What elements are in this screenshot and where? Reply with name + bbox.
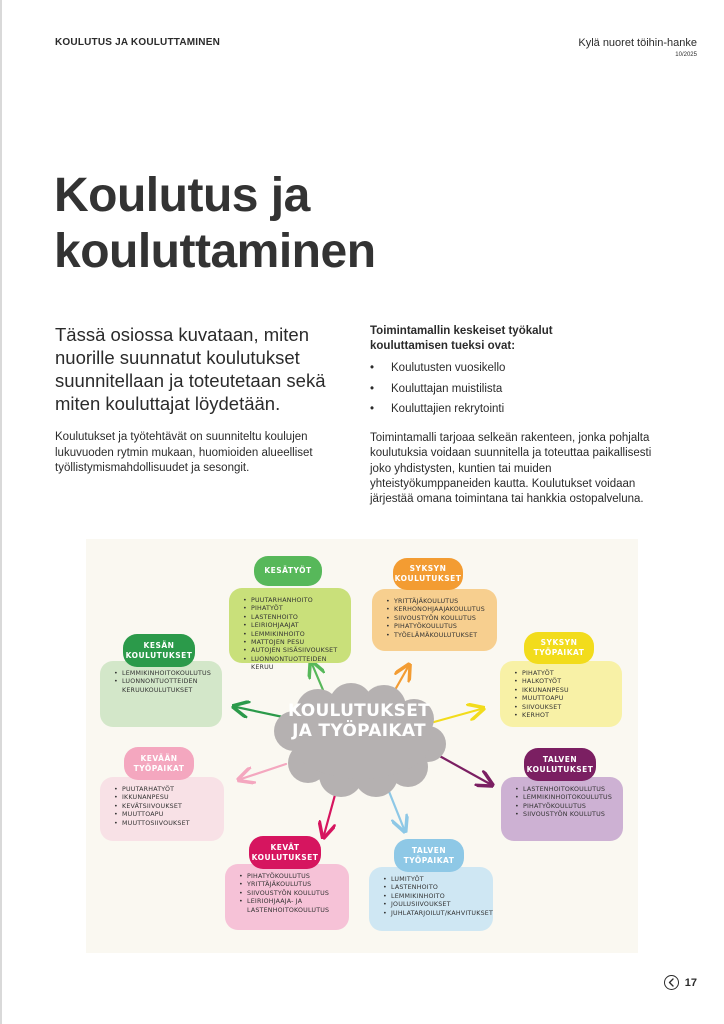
autumn-trainings-tag	[393, 558, 463, 590]
tag-label-line2: KOULUTUKSET	[526, 764, 594, 774]
trainings-jobs-infographic	[86, 539, 638, 953]
list-item: • LASTENHOITO	[383, 884, 483, 892]
infographic-arrows	[86, 539, 638, 953]
list-item: • MUUTTOAPU	[514, 695, 612, 703]
list-item: • TYÖELÄMÄKOULUTUKSET	[386, 632, 487, 640]
list-item: • MUUTTOSIIVOUKSET	[114, 820, 214, 828]
tag-label-line1: TALVEN	[542, 754, 578, 764]
list-item: • LEIRIOHJAAJA- JA LASTENHOITOKOULUTUS	[239, 898, 339, 915]
tools-heading	[370, 324, 630, 354]
list-item: • LEMMIKINHOITO	[243, 631, 341, 639]
tag-label-line2: TYÖPAIKAT	[403, 855, 455, 865]
list-item: • SIIVOUSTYÖN KOULUTUS	[386, 615, 487, 623]
center-label-line2: JA TYÖPAIKAT	[292, 721, 426, 741]
page-edge	[0, 0, 2, 1024]
list-item: • LEMMIKINHOITOKOULUTUS	[515, 794, 613, 802]
list-item: • LUONNONTUOTTEIDEN KERUU	[243, 656, 341, 673]
summer-jobs-box	[229, 588, 351, 672]
list-item: • LEMMIKINHOITO	[383, 893, 483, 901]
list-item: • SIIVOUKSET	[514, 704, 612, 712]
list-item: • LASTENHOITO	[243, 614, 341, 622]
tag-label-line2: KOULUTUKSET	[125, 650, 193, 660]
list-item: • AUTOJEN SISÄSIIVOUKSET	[243, 647, 341, 655]
list-item: • LEIRIOHJAAJAT	[243, 622, 341, 630]
summer-jobs-tag	[254, 556, 322, 586]
previous-page-button[interactable]	[664, 975, 679, 990]
list-item: • PIHATYÖT	[243, 605, 341, 613]
page-title-line1: Koulutus ja	[54, 169, 310, 222]
list-item: • HALKOTYÖT	[514, 678, 612, 686]
spring-trainings-tag	[249, 836, 321, 869]
list-item: • IKKUNANPESU	[114, 794, 214, 802]
tag-label-line2: KOULUTUKSET	[394, 574, 462, 583]
summer-trainings-tag	[123, 634, 195, 667]
tools-list-item: • Kouluttajien rekrytointi	[370, 402, 630, 417]
tools-list-item: • Kouluttajan muistilista	[370, 382, 630, 397]
tools-heading-line1: Toimintamallin keskeiset työkalut	[370, 325, 553, 337]
list-item: • LUONNONTUOTTEIDEN KERUUKOULUTUKSET	[114, 678, 212, 695]
tag-label: KESÄTYÖT	[264, 566, 312, 575]
page-title-line2: kouluttaminen	[54, 225, 376, 278]
list-item: • PIHATYÖT	[514, 670, 612, 678]
tag-label-line1: SYKSYN	[409, 564, 447, 573]
tag-label-line2: KOULUTUKSET	[251, 852, 319, 862]
autumn-jobs-tag	[524, 632, 594, 664]
list-item: • IKKUNANPESU	[514, 687, 612, 695]
list-item: • SIIVOUSTYÖN KOULUTUS	[515, 811, 613, 819]
tools-list	[370, 361, 630, 423]
list-item: • YRITTÄJÄKOULUTUS	[386, 598, 487, 606]
spring-trainings-box	[225, 864, 349, 930]
tag-label-line1: TALVEN	[411, 845, 447, 855]
list-item: • JOULUSIIVOUKSET	[383, 901, 483, 909]
list-item: • KERHOT	[514, 712, 612, 720]
summer-trainings-box	[100, 661, 222, 727]
list-item: • YRITTÄJÄKOULUTUS	[239, 881, 339, 889]
list-item: • PUUTARHANHOITO	[243, 597, 341, 605]
tools-list-item: • Koulutusten vuosikello	[370, 361, 630, 376]
tag-label-line2: TYÖPAIKAT	[133, 763, 185, 773]
list-item: • SIIVOUSTYÖN KOULUTUS	[239, 890, 339, 898]
page-title	[54, 168, 454, 280]
center-label-line1: KOULUTUKSET	[287, 701, 431, 721]
winter-jobs-tag	[394, 839, 464, 872]
list-item: • LUMITYÖT	[383, 876, 483, 884]
spring-jobs-box	[100, 777, 224, 841]
tag-label-line2: TYÖPAIKAT	[533, 648, 585, 657]
list-item: • PIHATYÖKOULUTUS	[239, 873, 339, 881]
issue-date: 10/2025	[675, 52, 697, 58]
winter-trainings-tag	[524, 748, 596, 781]
list-item: • KERHONOHJAAJAKOULUTUS	[386, 606, 487, 614]
spring-jobs-tag	[124, 747, 194, 780]
tag-label-line1: KEVÄT	[270, 842, 300, 852]
winter-trainings-box	[501, 777, 623, 841]
tools-heading-line2: kouluttamisen tueksi ovat:	[370, 340, 516, 352]
list-item: • MATTOJEN PESU	[243, 639, 341, 647]
list-item: • MUUTTOAPU	[114, 811, 214, 819]
list-item: • PIHATYÖKOULUTUS	[386, 623, 487, 631]
lead-paragraph: Tässä osiossa kuvataan, miten nuorille suunnatut koulutukset suunnitellaan ja toteutetaan sekä miten kouluttajat löydetään.	[55, 324, 326, 414]
center-label	[274, 701, 444, 741]
list-item: • LEMMIKINHOITOKOULUTUS	[114, 670, 212, 678]
page-number: 17	[684, 977, 697, 989]
chevron-left-icon	[667, 978, 676, 987]
list-item: • JUHLATARJOILUT/KAHVITUKSET	[383, 910, 483, 918]
project-name: Kylä nuoret töihin-hanke	[578, 37, 697, 49]
section-header: KOULUTUS JA KOULUTTAMINEN	[55, 37, 220, 48]
body-paragraph-right: Toimintamalli tarjoaa selkeän rakenteen, jonka pohjalta koulutuksia voidaan suunnitella ja toteuttaa paikallisesti joko yhdistysten, kuntien tai muiden yhteistyökumppaneiden kautta. Koulutukset voidaan järjestää omana toimintana tai hankkia ostopalveluna.	[370, 432, 652, 506]
tag-label-line1: KESÄN	[143, 640, 175, 650]
tag-label-line1: KEVÄÄN	[140, 753, 178, 763]
winter-jobs-box	[369, 867, 493, 931]
list-item: • KEVÄTSIIVOUKSET	[114, 803, 214, 811]
body-paragraph-left: Koulutukset ja työtehtävät on suunniteltu koulujen lukuvuoden rytmin mukaan, huomioiden alueelliset työllistymismahdollisuudet ja sesongit.	[55, 431, 313, 474]
list-item: • PUUTARHATYÖT	[114, 786, 214, 794]
autumn-trainings-box	[372, 589, 497, 651]
tag-label-line1: SYKSYN	[540, 638, 578, 647]
list-item: • LASTENHOITOKOULUTUS	[515, 786, 613, 794]
list-item: • PIHATYÖKOULUTUS	[515, 803, 613, 811]
autumn-jobs-box	[500, 661, 622, 727]
